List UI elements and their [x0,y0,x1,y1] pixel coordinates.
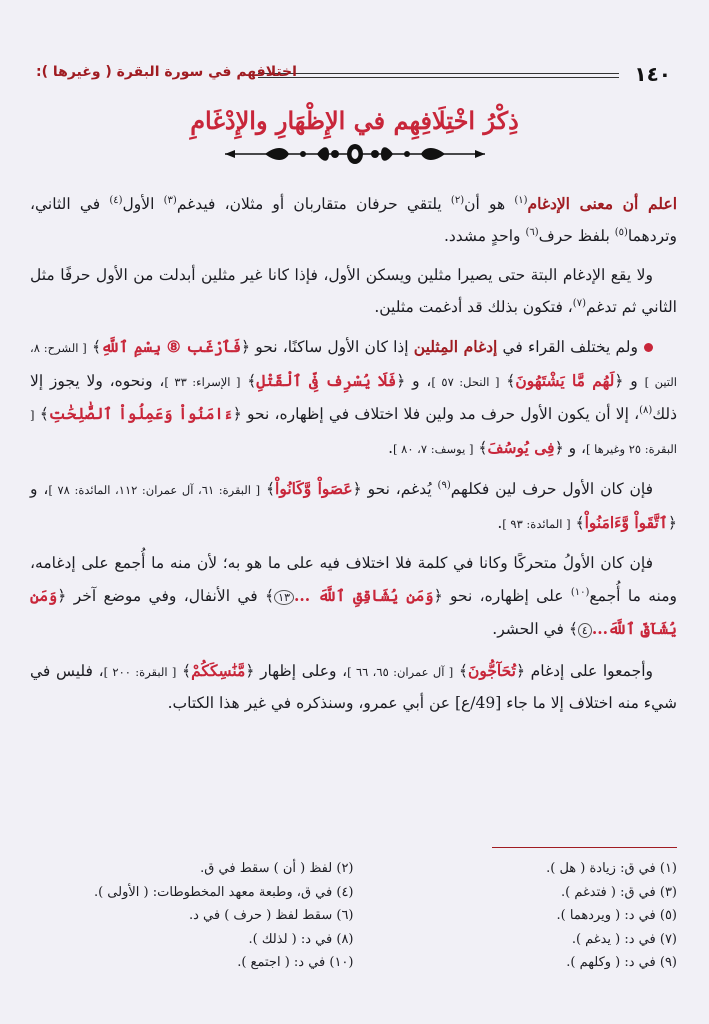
header-rule [258,73,619,78]
verse-reference: [ الشرح: ٨، التين ] [30,341,677,389]
page-number: ١٤٠ [634,62,671,86]
quran-quote: ءَامَنُواْ وَعَمِلُواْ ٱلصَّٰلِحَٰتِ [48,404,233,423]
quran-quote: فَٱرْغَب ⑧ بِسْمِ ٱللَّهِ [101,337,242,356]
text-span: ولم يختلف القراء في [497,338,639,356]
text-span: ﴾ [260,480,276,498]
paragraph-leen [30,473,677,540]
footnote-ref-5[interactable]: (٥) [614,226,628,238]
footnote-ref-2[interactable]: (٢) [450,194,465,206]
footnote-ref-10[interactable]: (١٠) [570,586,590,598]
footnote-7: (٧) في د: ( يدغم ). [571,931,677,947]
text-span: فإن كان الأولُ متحركًا وكانا في كلمة فلا اختلاف فيه على ما هو به؛ لأن منه ما أُجمع على إدغامه، ومنه ما أُجمع [30,554,678,605]
text-span: ، و ﴿ [396,371,432,390]
footnote-9: (٩) في د: ( وكلهم ). [566,955,677,971]
footnote-ref-7[interactable]: (٧) [572,297,586,309]
footnote-ref-3[interactable]: (٣) [163,194,177,206]
text-span: ، إلا أن يكون الأول حرف مد ولين فلا اختلاف في إظهاره، نحو ﴿ [232,405,640,423]
paragraph-mithlayn [30,331,677,465]
verse-reference: [ البقرة: ٢٠٠ ] [103,664,177,679]
footnote-2: (٢) لفظ ( أن ) سقط في ق. [200,861,354,876]
text-span: ، و ﴿ [30,480,677,532]
text-span: ﴾ [34,405,49,423]
verse-reference: [ آل عمران: ٦٥، ٦٦ ] [347,664,454,679]
text-span: إذا كان الأول ساكنًا، نحو ﴿ [241,338,414,356]
footnote-ref-4[interactable]: (٤) [109,194,123,206]
text-span: بلفظ حرف [538,226,615,245]
text-span: ، و ﴿ [554,438,586,457]
text-span: ، ونحوه، ولا يجوز إلا ذلك [30,371,678,423]
verse-reference: [ البقرة: ٢٥ وغيرها ] [30,408,677,456]
verse-reference: [ البقرة: ٦١، آل عمران: ١١٢، المائدة: ٧٨ ] [48,483,261,497]
text-span: ﴾ في الحشر. [492,620,578,638]
text-span: واحدٍ مشدد. [443,226,526,245]
text-span: ، فليس في شيء منه اختلاف إلا ما جاء [49/ع] عن أبي عمرو، وسنذكره في غير هذا الكتاب. [30,661,677,712]
verse-reference: [ الإسراء: ٣٣ ] [164,374,241,389]
running-title: اختلافهم في سورة البقرة ( وغيرها ): [36,64,297,80]
text-span: ﴾ في الأنفال، وفي موضع آخر ﴿ [57,586,275,605]
text-span: ، وعلى إظهار ﴿ [245,661,348,680]
term-idgham-mithlayn: إدغام المِثلين [413,337,498,356]
paragraph-mutaharrik [30,548,677,647]
text-span: وأجمعوا على إدغام ﴿ [515,661,653,680]
page-header [36,64,671,86]
footnote-ref-8[interactable]: (٨) [639,404,653,416]
text-span: ﴾ [240,371,257,390]
text-span: . [497,513,503,532]
footnote-row [30,951,677,975]
verse-reference: [ يوسف: ٧، ٨٠ ] [393,441,474,456]
quran-quote: عَصَواْ وَّكَانُواْ [275,479,353,498]
quran-quote: تُحَآجُّونَ [467,660,516,680]
footnote-ref-6[interactable]: (٦) [525,226,539,238]
quran-quote: لَهُم مَّا يَشْتَهُونَ [515,370,615,390]
quran-quote: مَّنَٰسِكَكُمْ [191,660,246,680]
text-span: يُدغم، نحو ﴿ [352,480,438,498]
footnote-6: (٦) سقط لفظ ( حرف ) في د. [188,908,354,924]
text-span: على إظهاره، نحو ﴿ [433,586,571,605]
text-span: و ﴿ [614,371,645,390]
text-span: هو أن [464,195,515,213]
footnote-10: (١٠) في د: ( اجتمع ). [237,955,354,971]
footnote-ref-9[interactable]: (٩) [437,479,451,491]
text-span: ﴾ [499,371,516,390]
footnote-ref-1[interactable]: (١) [514,194,528,206]
footnote-row [30,881,677,905]
term-idgham-meaning: اعلم أن معنى الإدغام [527,194,677,213]
paragraph-ijma [30,655,677,720]
body-text [30,188,677,728]
text-span: فإن كان الأول حرف لين فكلهم [450,480,653,498]
text-span: ولا يقع الإدغام البتة حتى يصيرا مثلين ويسكن الأول، فإذا كانا غير مثلين أبدلت من الأول حرفًا مثل الثاني ثم تدغم [30,266,677,316]
quran-quote: وَمَن يُشَآقِّ ٱللَّهَ... [30,585,677,638]
text-span: . [388,438,394,457]
text-span: في الثاني، وتردهما [30,195,677,245]
footnote-5: (٥) في د: ( ويردهما ). [556,908,677,924]
text-span: الأول [122,195,164,213]
footnote-row [30,928,677,952]
verse-reference: [ المائدة: ٩٣ ] [502,516,571,531]
quran-quote: ٱتَّقَواْ وَّءَامَنُواْ [584,512,668,532]
footnote-row [30,904,677,928]
bullet-marker [644,343,653,352]
footnote-separator [492,847,677,848]
footnote-1: (١) في ق: زيادة ( هل ). [546,861,677,876]
quran-quote: فَلَا يُسْرِف فِّى ٱلْقَتْلِ [256,370,397,390]
text-span: ﴾ [86,338,102,356]
paragraph-definition [30,188,677,252]
paragraph-conditions [30,260,677,323]
quran-quote: فِى يُوسُفَ [487,437,555,457]
footnote-4: (٤) في ق، وطبعة معهد المخطوطات: ( الأولى ). [93,884,354,900]
text-span: ﴾ [453,661,468,680]
text-span: ﴾ [570,513,585,532]
quran-quote: وَمَن يُشَاقِقِ ٱللَّهَ ... [293,585,434,605]
verse-number-marker: ١٣ [274,590,294,605]
footnotes [30,857,677,975]
text-span: يلتقي حرفان متقاربان أو مثلان، فيدغم [176,195,451,213]
footnote-3: (٣) في ق: ( فتدغم ). [561,884,677,900]
footnote-row [30,857,677,881]
verse-number-marker: ٤ [578,623,592,638]
section-title: ذِكْرُ اخْتِلَافِهِم في الإِظْهَارِ والإِدْغَامِ [190,106,519,135]
footnote-8: (٨) في د: ( لذلك ). [248,931,354,947]
ornament-divider [225,140,485,168]
verse-reference: [ النحل: ٥٧ ] [431,374,500,389]
text-span: ، فتكون بذلك قد أدغمت مثلين. [374,297,573,316]
text-span: ﴾ [473,438,488,457]
text-span: ﴾ [176,661,192,680]
